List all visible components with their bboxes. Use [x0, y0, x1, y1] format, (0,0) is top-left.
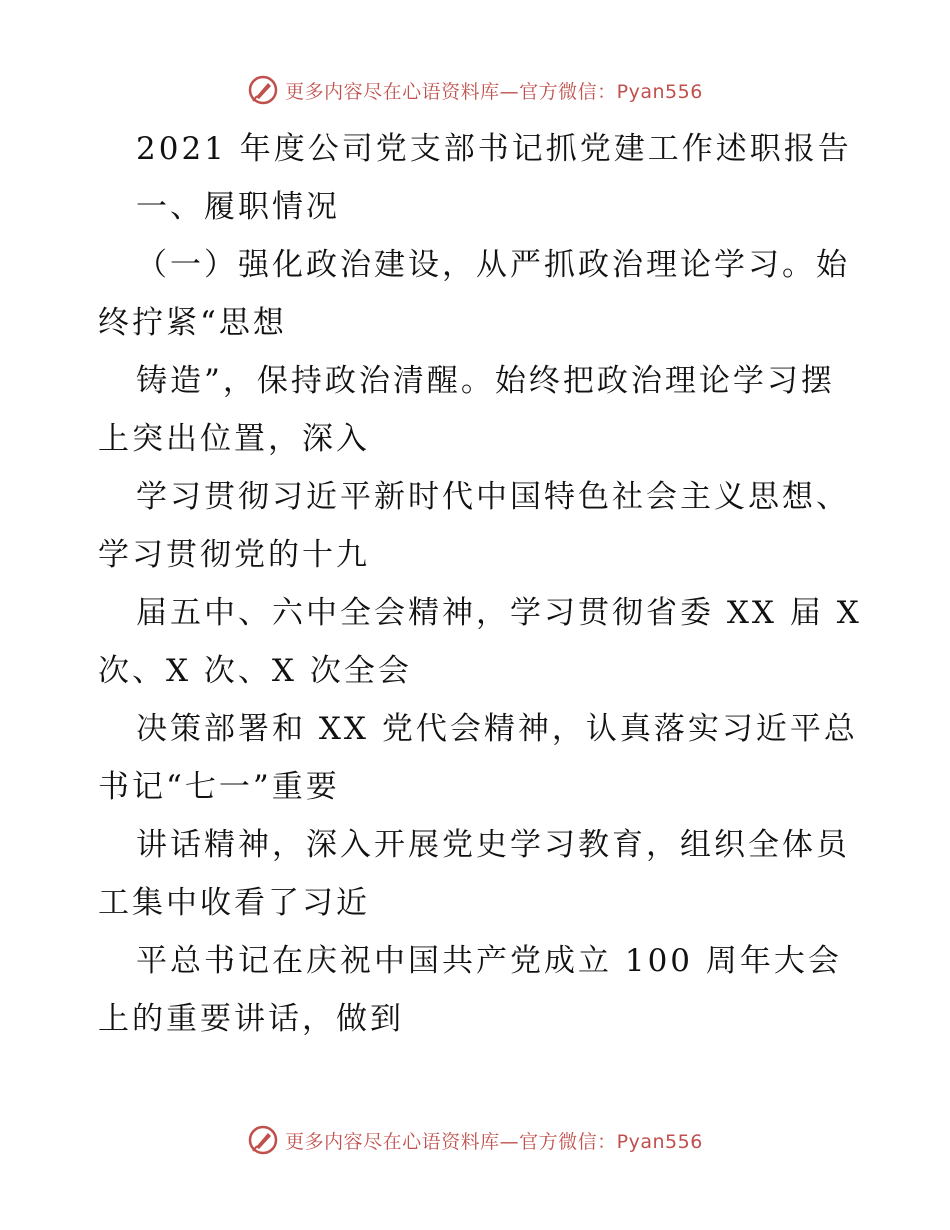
- text-line: 讲话精神，深入开展党史学习教育，组织全体员: [136, 827, 850, 863]
- text-line: 终拧紧“思想: [98, 305, 287, 341]
- text-line: 上突出位置，深入: [98, 421, 370, 457]
- quill-logo-icon: [247, 74, 279, 106]
- text-line: 铸造”，保持政治清醒。始终把政治理论学习摆: [136, 363, 835, 399]
- quill-logo-icon: [247, 1124, 279, 1156]
- watermark-text: 更多内容尽在心语资料库—官方微信：Pyan556: [285, 1130, 703, 1153]
- document-title: 2021 年度公司党支部书记抓党建工作述职报告: [136, 131, 852, 167]
- document-body: [98, 120, 862, 1048]
- watermark-text: 更多内容尽在心语资料库—官方微信：Pyan556: [285, 80, 703, 103]
- header-watermark: [0, 70, 950, 110]
- footer-watermark: [0, 1120, 950, 1160]
- text-line: 一、履职情况: [136, 189, 340, 225]
- text-line: （一）强化政治建设，从严抓政治理论学习。始: [136, 247, 850, 283]
- text-line: 决策部署和 XX 党代会精神，认真落实习近平总: [136, 711, 858, 747]
- text-line: 平总书记在庆祝中国共产党成立 100 周年大会: [136, 943, 842, 979]
- text-line: 学习贯彻习近平新时代中国特色社会主义思想、: [136, 479, 850, 515]
- text-line: 届五中、六中全会精神，学习贯彻省委 XX 届 X: [136, 595, 862, 631]
- text-line: 上的重要讲话，做到: [98, 1001, 404, 1037]
- text-line: 书记“七一”重要: [98, 769, 340, 805]
- text-line: 次、X 次、X 次全会: [98, 653, 412, 689]
- text-line: 学习贯彻党的十九: [98, 537, 370, 573]
- text-line: 工集中收看了习近: [98, 885, 370, 921]
